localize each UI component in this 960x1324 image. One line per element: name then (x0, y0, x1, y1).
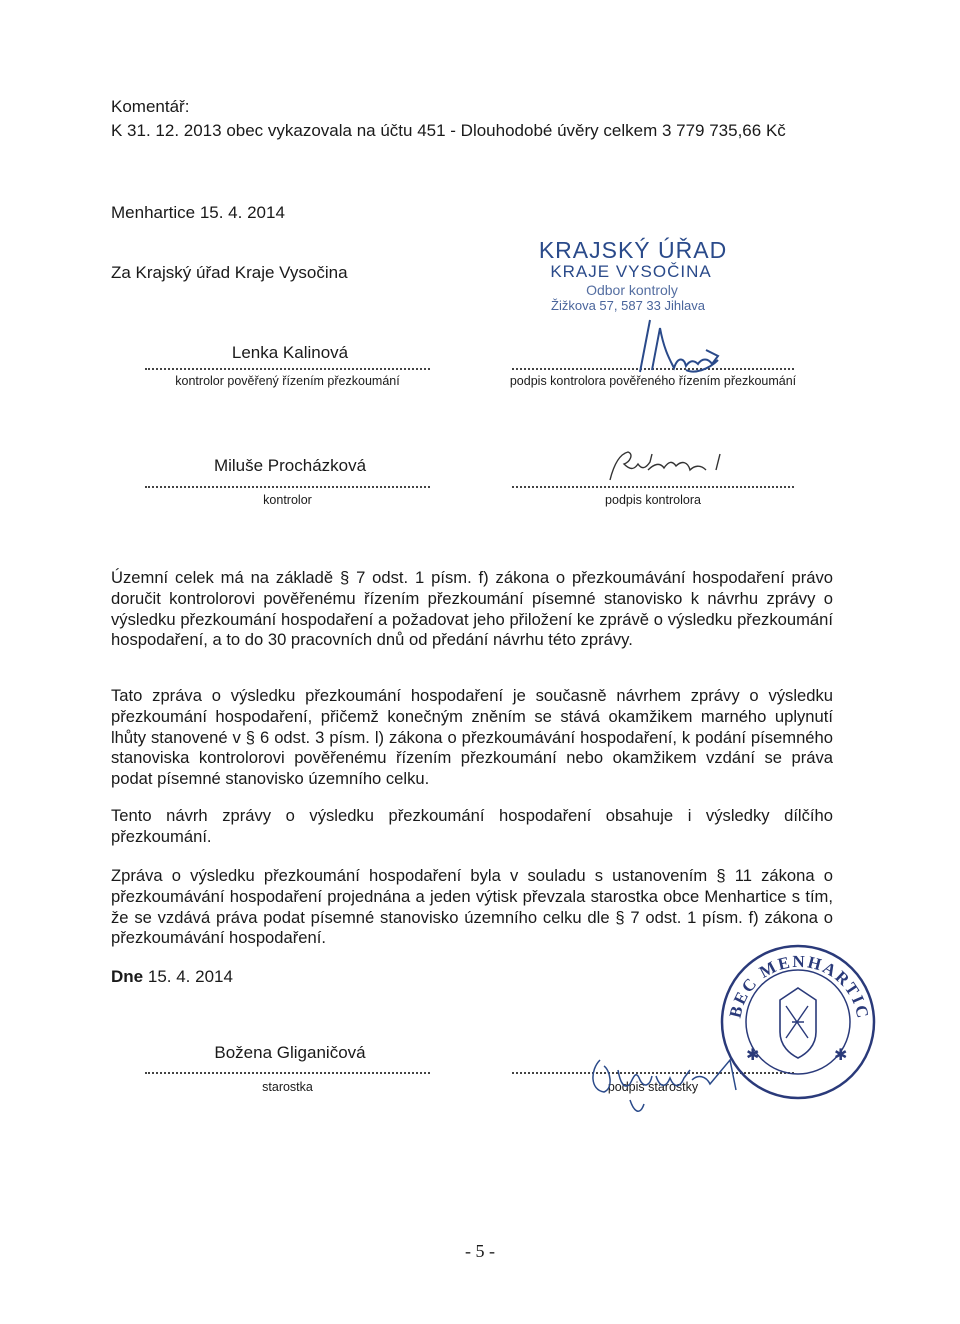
signatory-1-name: Lenka Kalinová (231, 343, 349, 362)
date-value: 15. 4. 2014 (147, 967, 233, 986)
signature-2-caption: podpis kontrolora (605, 493, 701, 507)
signature-1-caption: podpis kontrolora pověřeného řízením přezkoumání (509, 374, 797, 388)
signatory-2-dotted-line (145, 486, 430, 488)
signatory-1-dotted-line (145, 368, 430, 370)
signatory-3-dotted-line (145, 1072, 430, 1074)
comment-text: K 31. 12. 2013 obec vykazovala na účtu 451 - Dlouhodobé úvěry celkem 3 779 735,66 Kč (111, 121, 786, 140)
signature-3-caption: podpis starostky (607, 1080, 699, 1094)
signatory-1-role: kontrolor pověřený řízením přezkoumání (175, 374, 400, 388)
signatory-3-role: starostka (262, 1080, 313, 1094)
svg-text:✱: ✱ (746, 1045, 760, 1064)
svg-text:✱: ✱ (834, 1045, 848, 1064)
date-line (111, 966, 233, 988)
date-label: Dne (111, 967, 144, 986)
signatory-2-role: kontrolor (263, 493, 312, 507)
comment-label: Komentář: (111, 97, 190, 116)
signatory-2-name: Miluše Procházková (213, 456, 367, 475)
page-number: - 5 - (465, 1241, 495, 1261)
place-date: Menhartice 15. 4. 2014 (111, 203, 285, 222)
signature-1-handwriting (590, 300, 720, 380)
paragraph-2: Tato zpráva o výsledku přezkoumání hospodaření je současně návrhem zprávy o výsledku přezkoumání hospodaření, přičemž konečným zněním se stává okamžikem marného uplynutí lhůty stanovené v § 6 odst. 3 písm. l) zákona o přezkoumávání hospodaření, k podání písemného stanoviska kontrolorovi pověřenému řízením přezkoumání nebo okamžikem vzdání se práva podat písemné stanovisko územního celku. (111, 686, 833, 789)
municipal-stamp (710, 927, 878, 1102)
stamp-line-3: Odbor kontroly (586, 282, 678, 298)
paragraph-3: Tento návrh zprávy o výsledku přezkoumání hospodaření obsahuje i výsledky dílčího přezkoumání. (111, 806, 833, 846)
stamp-line-1: KRAJSKÝ ÚŘAD (538, 237, 728, 263)
stamp-line-4: Žižkova 57, 587 33 Jihlava (551, 298, 705, 313)
paragraph-4: Zpráva o výsledku přezkoumání hospodaření byla v souladu s ustanovením § 11 zákona o přezkoumávání hospodaření projednána a jeden výtisk převzala starostka obce Menhartice s tím, že se vzdává práva podat písemné stanovisko územního celku dle § 7 odst. 1 písm. f) zákona o přezkoumávání hospodaření. (111, 866, 833, 948)
stamp-municipal-text: OBEC MENHARTICE (710, 927, 873, 1022)
office-line: Za Krajský úřad Kraje Vysočina (111, 263, 348, 282)
signature-2-handwriting (590, 440, 740, 490)
signatory-3-name: Božena Gliganičová (214, 1043, 366, 1062)
stamp-line-2: KRAJE VYSOČINA (550, 262, 712, 281)
paragraph-1: Územní celek má na základě § 7 odst. 1 písm. f) zákona o přezkoumávání hospodaření právo doručit kontrolorovi pověřenému řízením přezkoumání písemné stanovisko k návrhu zprávy o výsledku přezkoumání hospodaření a požadovat jeho přiložení ke zprávě o výsledku přezkoumání hospodaření, a to do 30 pracovních dnů od předání návrhu této zprávy. (111, 568, 833, 650)
